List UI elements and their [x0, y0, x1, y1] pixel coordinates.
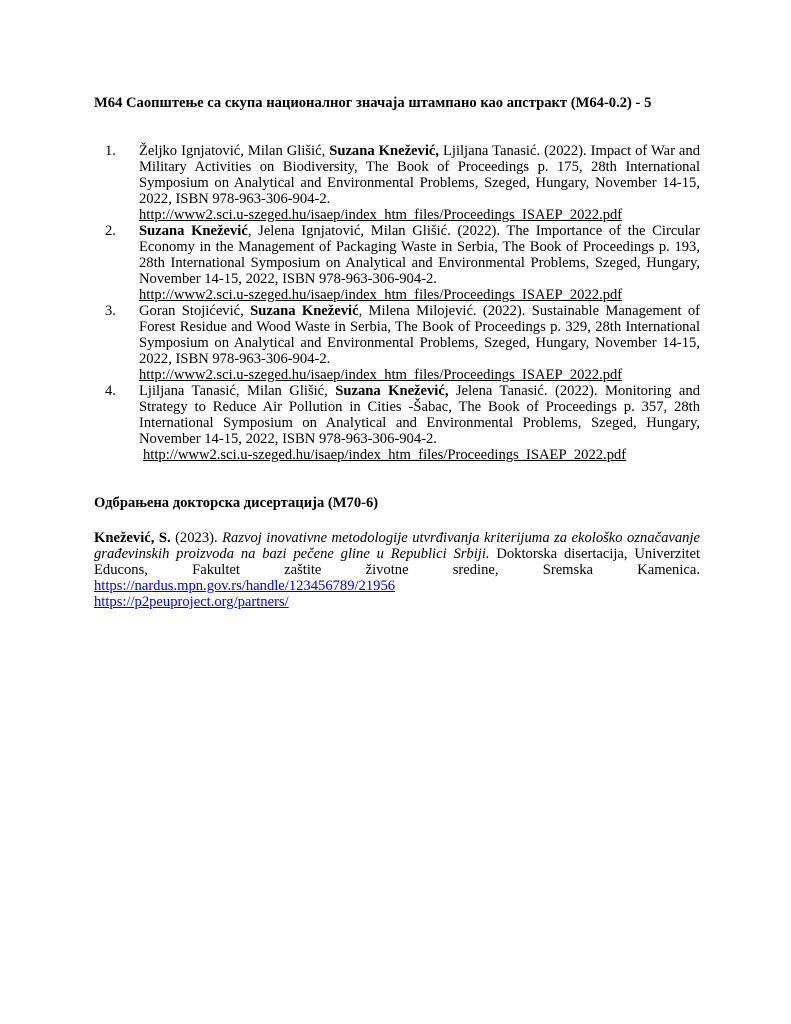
publication-citation	[139, 303, 700, 367]
thesis-year: (2023).	[170, 530, 223, 546]
publication-authors-rest: Jelena Tanasić. (2022).	[448, 383, 605, 399]
publication-citation	[139, 383, 700, 447]
publication-authors-rest: , Jelena Ignjatović, Milan Glišić. (2022).	[247, 223, 507, 239]
publication-list	[94, 143, 700, 463]
publication-authors: Goran Stojićević,	[139, 303, 251, 319]
publication-link[interactable]: http://www2.sci.u-szeged.hu/isaep/index_htm_files/Proceedings_ISAEP_2022.pdf	[139, 207, 623, 223]
publication-number: 1.	[105, 143, 116, 159]
thesis-details: Doktorska disertacija, Univerzitet Educons, Fakultet zaštite životne sredine, Sremska Kamenica.	[94, 546, 701, 578]
publication-item	[94, 223, 700, 303]
publication-highlighted-author: Suzana Knežević	[250, 303, 359, 319]
publication-highlighted-author: Suzana Knežević,	[329, 143, 439, 159]
publication-link[interactable]: http://www2.sci.u-szeged.hu/isaep/index_htm_files/Proceedings_ISAEP_2022.pdf	[139, 367, 623, 383]
publication-number: 2.	[105, 223, 116, 239]
thesis-author: Knežević, S.	[94, 530, 171, 546]
publication-item	[94, 383, 700, 463]
section-heading-m70: Одбрањена докторска дисертација (М70-6)	[94, 495, 379, 511]
publication-number: 3.	[105, 303, 116, 319]
publication-link[interactable]: http://www2.sci.u-szeged.hu/isaep/index_htm_files/Proceedings_ISAEP_2022.pdf	[139, 287, 623, 303]
publication-highlighted-author: Suzana Knežević,	[335, 383, 449, 399]
publication-item	[94, 303, 700, 383]
thesis-title: Razvoj inovativne metodologije utvrđivanja kriterijuma za ekološko označavanje građevinskih proizvoda na bazi pečene gline u Republici Srbiji.	[94, 530, 700, 562]
thesis-link-p2peu[interactable]: https://p2peuproject.org/partners/	[94, 594, 289, 610]
publication-item	[94, 143, 700, 223]
publication-number: 4.	[105, 383, 116, 399]
publication-description: Monitoring and Strategy to Reduce Air Pollution in Cities -Šabac, The Book of Proceedings p. 357, 28th International Symposium on Analytical and Environmental Problems, Szeged, Hungary, November 14-15, 2022, ISBN 978-963-306-904-2.	[139, 383, 700, 447]
publication-authors: Željko Ignjatović, Milan Glišić,	[139, 143, 330, 159]
publication-description: Impact of War and Military Activities on Biodiversity, The Book of Proceedings p. 175, 28th International Symposium on Analytical and Environmental Problems, Szeged, Hungary, November 14-15, 2022, ISBN 978-963-306-904-2.	[139, 143, 700, 207]
thesis-link-nardus[interactable]: https://nardus.mpn.gov.rs/handle/123456789/21956	[94, 578, 396, 594]
publication-authors-rest: , Milena Milojević. (2022).	[358, 303, 532, 319]
publication-citation	[139, 223, 700, 287]
publication-description: The Importance of the Circular Economy in the Management of Packaging Waste in Serbia, The Book of Proceedings p. 193, 28th International Symposium on Analytical and Environmental Problems, Szeged, Hungary, November 14-15, 2022, ISBN 978-963-306-904-2.	[139, 223, 700, 287]
thesis-entry	[94, 530, 700, 610]
publication-description: Sustainable Management of Forest Residue and Wood Waste in Serbia, The Book of Proceedings p. 329, 28th International Symposium on Analytical and Environmental Problems, Szeged, Hungary, November 14-15, 2022, ISBN 978-963-306-904-2.	[139, 303, 701, 367]
publication-authors-rest: Ljiljana Tanasić. (2022).	[439, 143, 591, 159]
publication-authors: Ljiljana Tanasić, Milan Glišić,	[139, 383, 336, 399]
thesis-citation	[94, 530, 700, 578]
publication-link[interactable]: http://www2.sci.u-szeged.hu/isaep/index_htm_files/Proceedings_ISAEP_2022.pdf	[143, 447, 627, 463]
publication-highlighted-author: Suzana Knežević	[139, 223, 248, 239]
section-heading-m64: М64 Саопштење са скупа националног значаја штампано као апстракт (М64-0.2) - 5	[94, 95, 652, 111]
publication-citation	[139, 143, 700, 207]
